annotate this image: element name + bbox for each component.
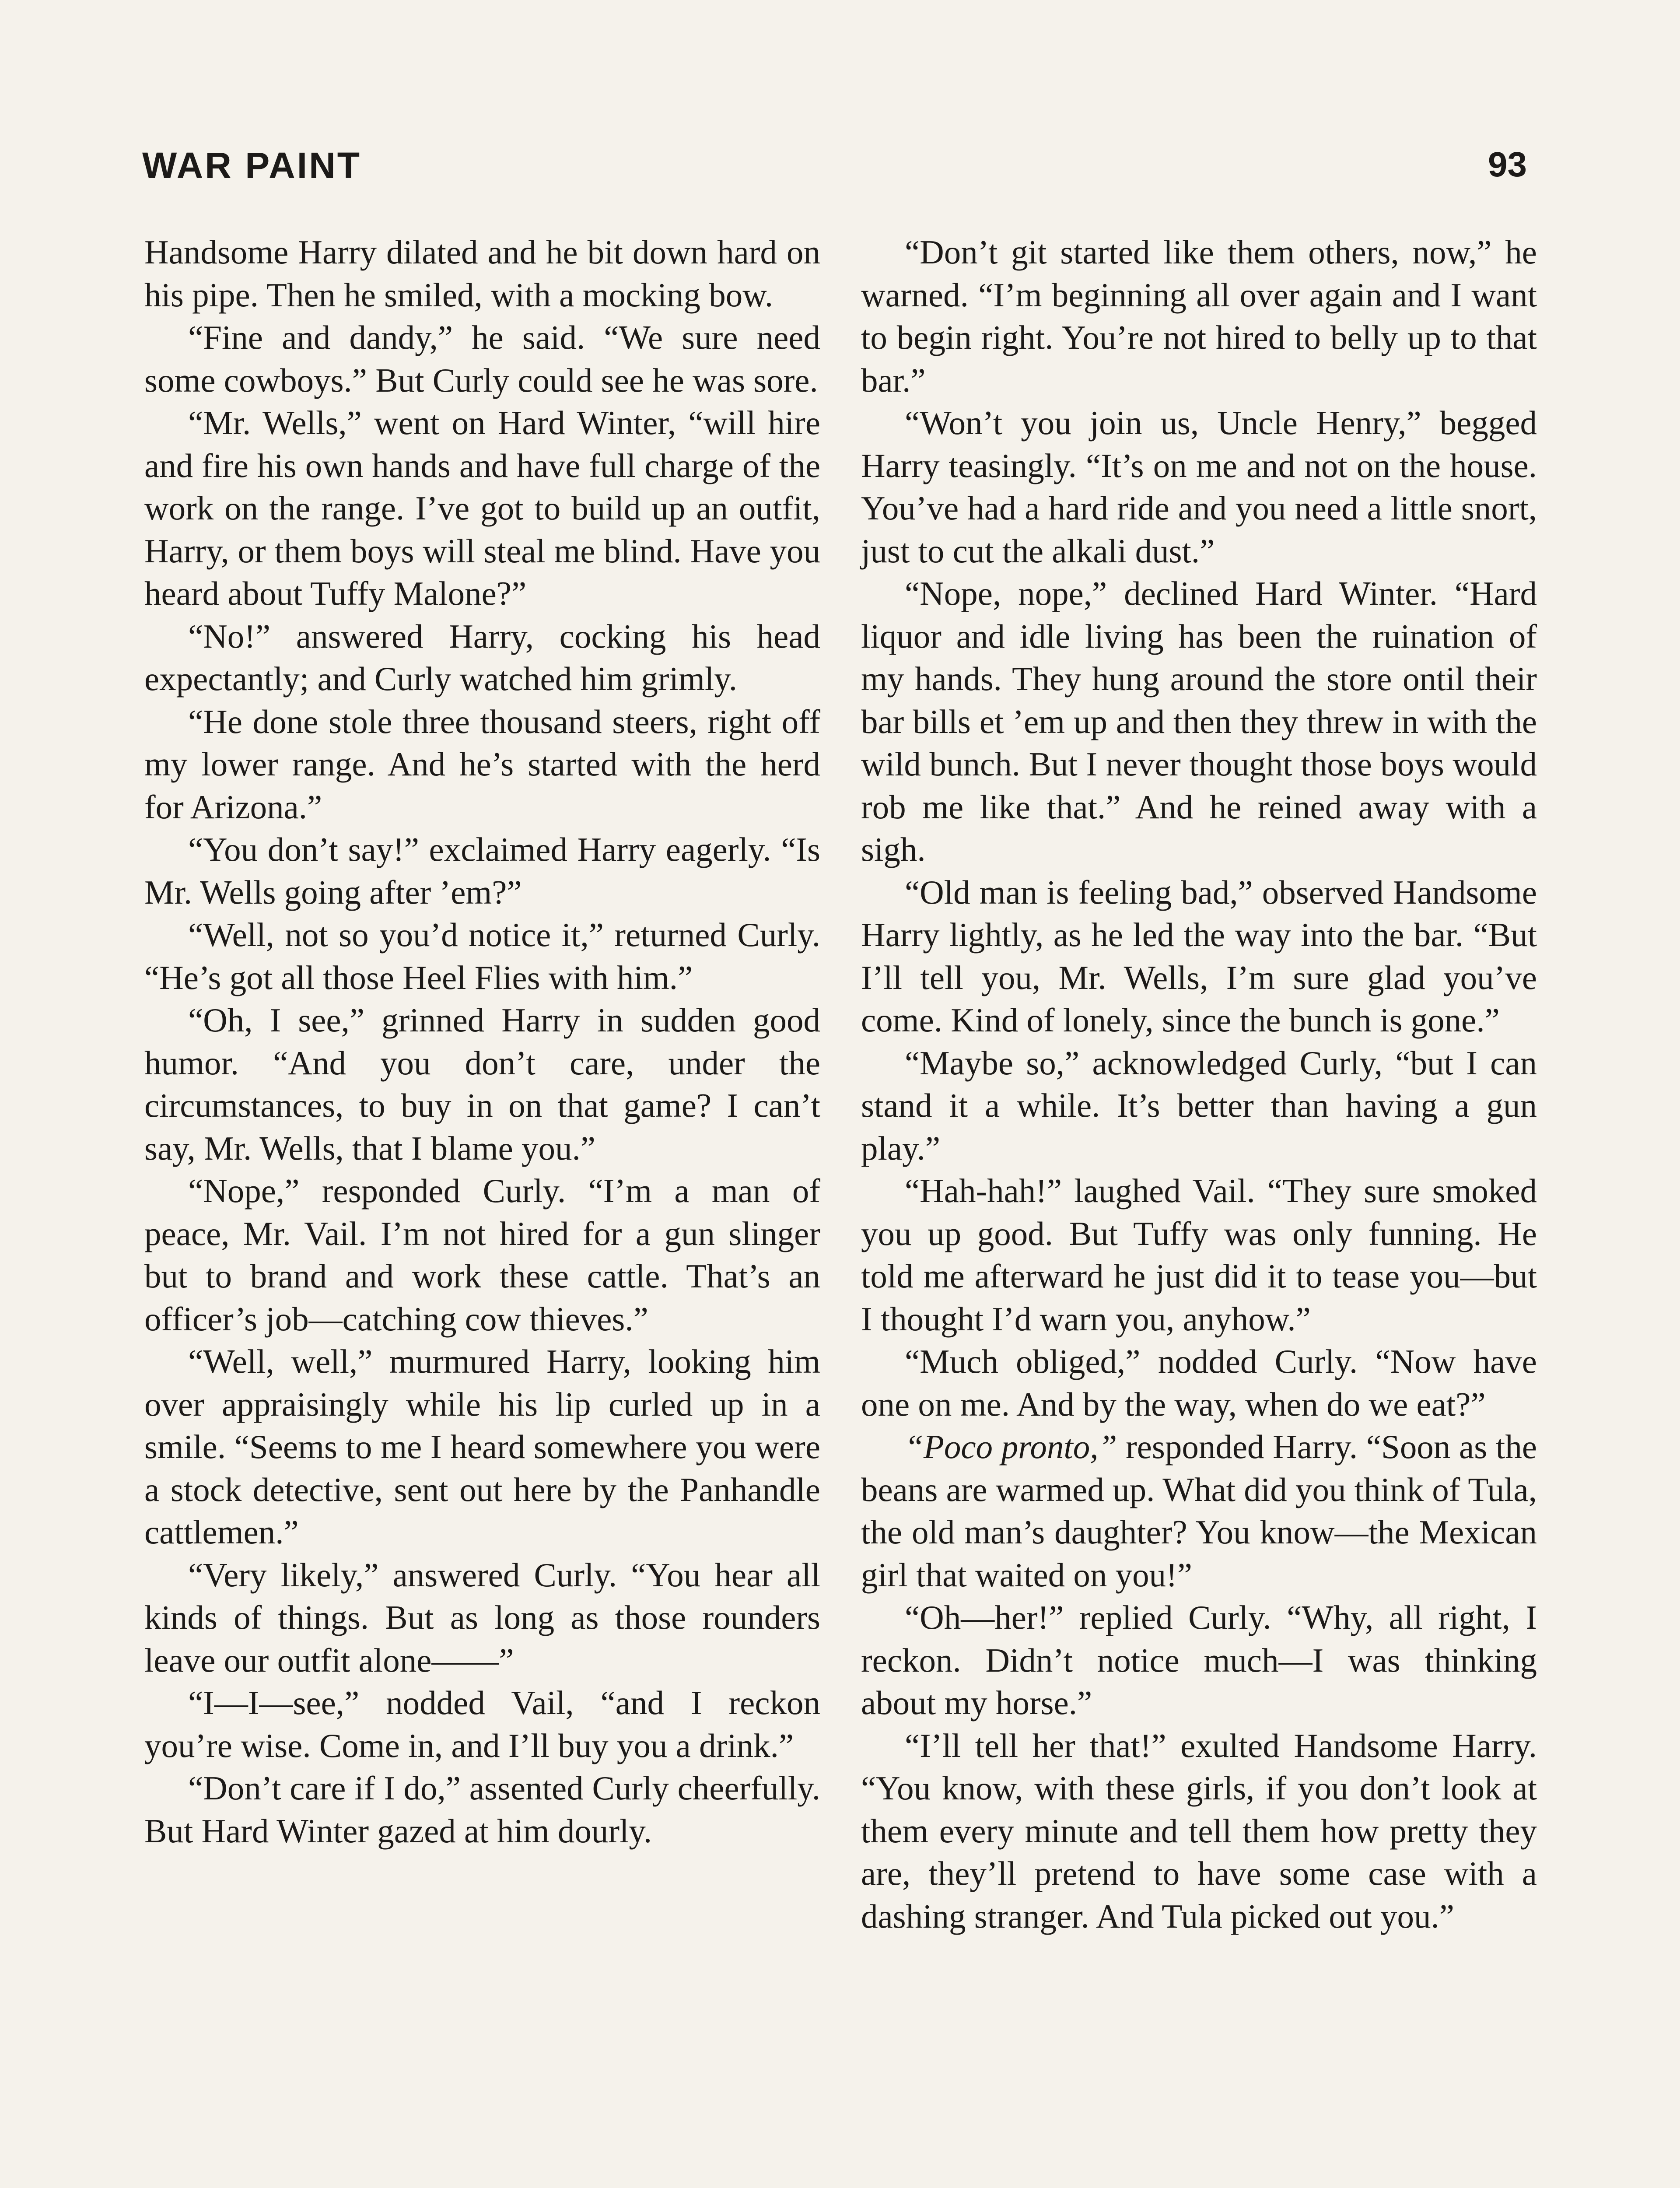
paragraph: “Oh, I see,” grinned Harry in sudden good humor. “And you don’t care, under the circumstances, to buy in on that game? I can’t say, Mr. Wells, that I blame you.” bbox=[144, 1001, 820, 1167]
paragraph: “Mr. Wells,” went on Hard Winter, “will hire and fire his own hands and have full charge of the work on the range. I’ve got to build up an outfit, Harry, or them boys will steal me blind. Have you heard about Tuffy Malone?” bbox=[144, 404, 820, 612]
paragraph: “You don’t say!” exclaimed Harry eagerly. “Is Mr. Wells going after ’em?” bbox=[144, 831, 820, 911]
paragraph: “I—I—see,” nodded Vail, “and I reckon you’re wise. Come in, and I’ll buy you a drink.” bbox=[144, 1684, 820, 1764]
paragraph: “Don’t git started like them others, now,” he warned. “I’m beginning all over again and I want to begin right. You’re not hired to belly up to that bar.” bbox=[861, 233, 1537, 399]
paragraph: “Well, not so you’d notice it,” returned Curly. “He’s got all those Heel Flies with him.” bbox=[144, 916, 820, 996]
paragraph: “Well, well,” murmured Harry, looking him over appraisingly while his lip curled up in a smile. “Seems to me I heard somewhere you were a stock detective, sent out here by the Panhandle cattlemen.” bbox=[144, 1343, 820, 1551]
left-column bbox=[144, 231, 820, 1852]
paragraph: “Nope,” responded Curly. “I’m a man of peace, Mr. Vail. I’m not hired for a gun slinger but to brand and work these cattle. That’s an officer’s job—catching cow thieves.” bbox=[144, 1172, 820, 1338]
right-column bbox=[861, 231, 1537, 1938]
paragraph: “Oh—her!” replied Curly. “Why, all right, I reckon. Didn’t notice much—I was thinking about my horse.” bbox=[861, 1599, 1537, 1722]
paragraph bbox=[861, 1426, 1537, 1596]
paragraph: “Much obliged,” nodded Curly. “Now have one on me. And by the way, when do we eat?” bbox=[861, 1343, 1537, 1423]
paragraph: “Nope, nope,” declined Hard Winter. “Hard liquor and idle living has been the ruination of my hands. They hung around the store ontil their bar bills et ’em up and then they threw in with the wild bunch. But I never thought those boys would rob me like that.” And he reined away with a sigh. bbox=[861, 575, 1537, 868]
paragraph: “Won’t you join us, Uncle Henry,” begged Harry teasingly. “It’s on me and not on the house. You’ve had a hard ride and you need a little snort, just to cut the alkali dust.” bbox=[861, 404, 1537, 570]
paragraph: “No!” answered Harry, cocking his head expectantly; and Curly watched him grimly. bbox=[144, 617, 820, 698]
paragraph: Handsome Harry dilated and he bit down hard on his pipe. Then he smiled, with a mocking bow. bbox=[144, 233, 820, 314]
paragraph: “Fine and dandy,” he said. “We sure need some cowboys.” But Curly could see he was sore. bbox=[144, 319, 820, 399]
italic-phrase: “Poco pronto,” bbox=[905, 1428, 1117, 1466]
paragraph: “Maybe so,” acknowledged Curly, “but I can stand it a while. It’s better than having a gun play.” bbox=[861, 1044, 1537, 1167]
paragraph: “Don’t care if I do,” assented Curly cheerfully. But Hard Winter gazed at him dourly. bbox=[144, 1769, 820, 1850]
running-title: WAR PAINT bbox=[142, 145, 362, 186]
paragraph: “He done stole three thousand steers, right off my lower range. And he’s started with the herd for Arizona.” bbox=[144, 702, 820, 826]
paragraph: “Very likely,” answered Curly. “You hear all kinds of things. But as long as those rounders leave our outfit alone——” bbox=[144, 1556, 820, 1679]
paragraph: “Old man is feeling bad,” observed Handsome Harry lightly, as he led the way into the bar. “But I’ll tell you, Mr. Wells, I’m sure glad you’ve come. Kind of lonely, since the bunch is gone.” bbox=[861, 873, 1537, 1039]
page-number: 93 bbox=[1488, 145, 1527, 184]
paragraph: “Hah-hah!” laughed Vail. “They sure smoked you up good. But Tuffy was only funning. He told me afterward he just did it to tease you—but I thought I’d warn you, anyhow.” bbox=[861, 1172, 1537, 1338]
paragraph-rest: responded Harry. “Soon as the beans are warmed up. What did you think of Tula, the old man’s daughter? You know—the Mexican girl that waited on you!” bbox=[861, 1428, 1537, 1594]
running-head bbox=[142, 144, 1527, 193]
paragraph: “I’ll tell her that!” exulted Handsome Harry. “You know, with these girls, if you don’t look at them every minute and tell them how pretty they are, they’ll pretend to have some case with a dashing stranger. And Tula picked out you.” bbox=[861, 1726, 1537, 1935]
